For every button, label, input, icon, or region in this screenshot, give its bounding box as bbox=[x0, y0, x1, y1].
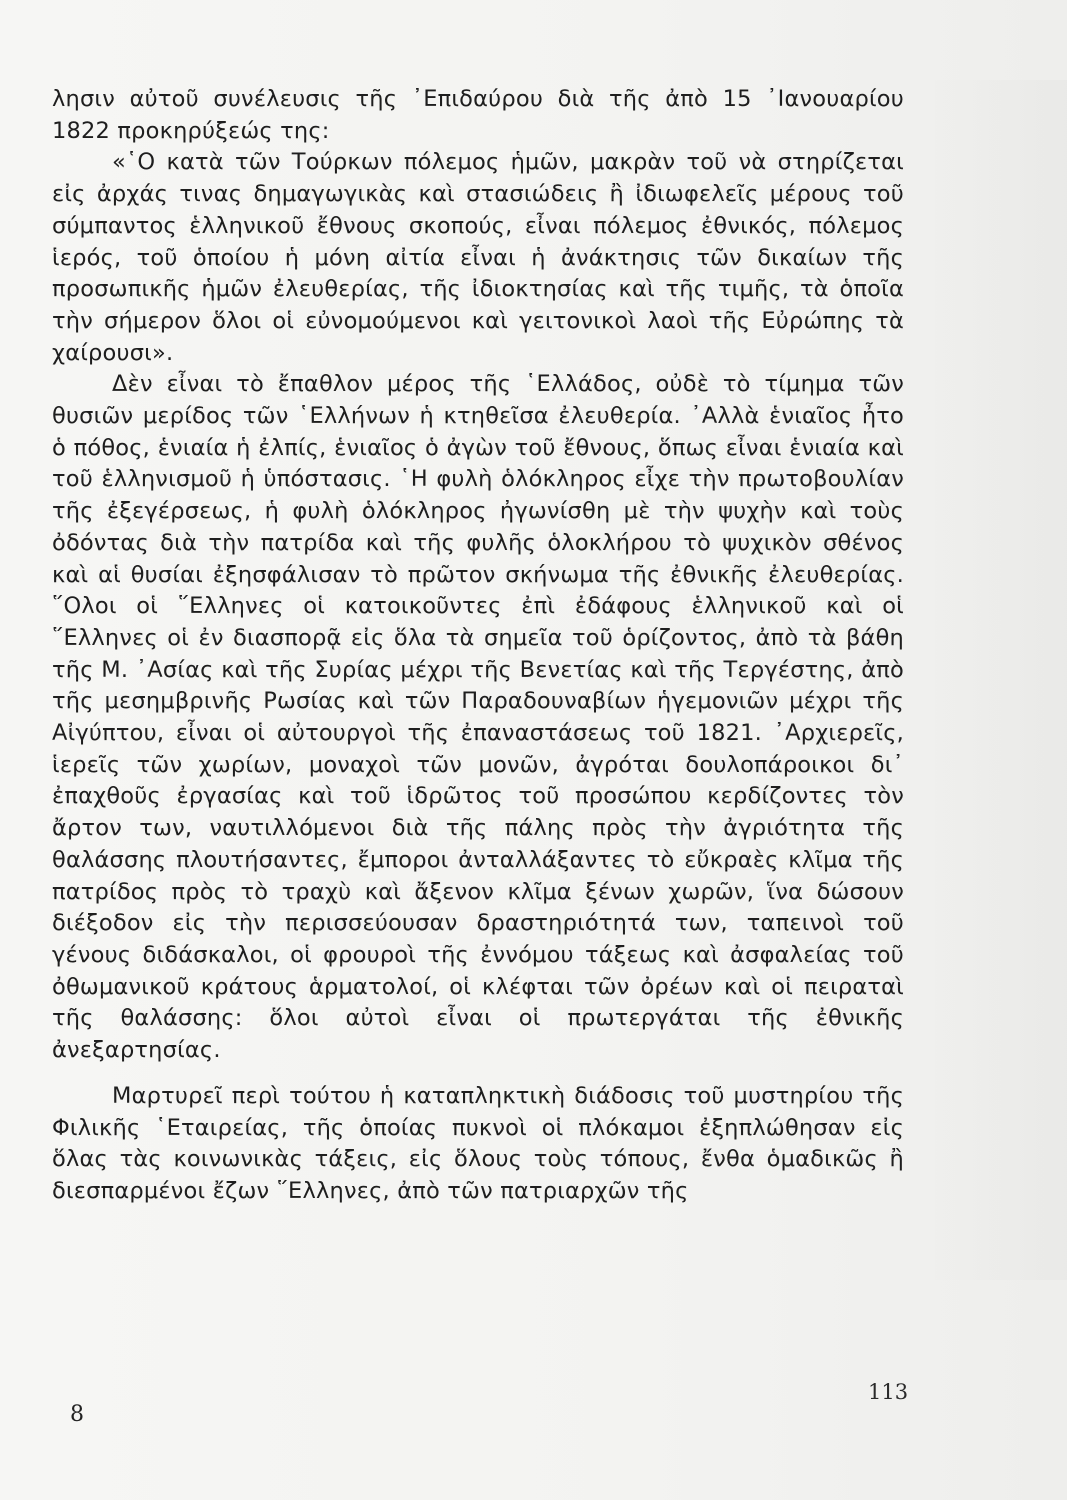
signature-mark: 8 bbox=[70, 1402, 84, 1427]
paragraph-continuation: λησιν αὐτοῦ συνέλευσις τῆς ᾿Επιδαύρου διὰ τῆς ἀπὸ 15 ᾿Ιανουαρίου 1822 προκηρύξεώς της: bbox=[52, 86, 904, 144]
show-through-shadow bbox=[927, 80, 1067, 1280]
paragraph-final: Μαρτυρεῖ περὶ τούτου ἡ καταπληκτικὴ διάδοσις τοῦ μυστηρίου τῆς Φιλικῆς ῾Εταιρείας, τῆς ὁποίας πυκνοὶ οἱ πλόκαμοι ἐξηπλώθησαν εἰς ὅλας τὰς κοινωνικὰς τάξεις, εἰς ὅλους τοὺς τόπους, ἔνθα ὁμαδικῶς ἢ διεσπαρμένοι ἔζων ῞Ελληνες, ἀπὸ τῶν πατριαρχῶν τῆς bbox=[52, 1082, 904, 1204]
body-text bbox=[52, 84, 904, 1208]
paragraph-main: Δὲν εἶναι τὸ ἔπαθλον μέρος τῆς ῾Ελλάδος, οὐδὲ τὸ τίμημα τῶν θυσιῶν μερίδος τῶν ῾Ελλήνων ἡ κτηθεῖσα ἐλευθερία. ᾿Αλλὰ ἑνιαῖος ἦτο ὁ πόθος, ἑνιαία ἡ ἐλπίς, ἑνιαῖος ὁ ἀγὼν τοῦ ἔθνους, ὅπως εἶναι ἑνιαία καὶ τοῦ ἑλληνισμοῦ ἡ ὑπόστασις. ῾Η φυλὴ ὁλόκληρος εἶχε τὴν πρωτοβουλίαν τῆς ἐξεγέρσεως, ἡ φυλὴ ὁλόκληρος ἠγωνίσθη μὲ τὴν ψυχὴν καὶ τοὺς ὀδόντας διὰ τὴν πατρίδα καὶ τῆς φυλῆς ὁλοκλήρου τὸ ψυχικὸν σθένος καὶ αἱ θυσίαι ἐξησφάλισαν τὸ πρῶτον σκήνωμα τῆς ἐθνικῆς ἐλευθερίας. ῞Ολοι οἱ ῞Ελληνες οἱ κατοικοῦντες ἐπὶ ἐδάφους ἑλληνικοῦ καὶ οἱ ῞Ελληνες οἱ ἐν διασπορᾷ εἰς ὅλα τὰ σημεῖα τοῦ ὁρίζοντος, ἀπὸ τὰ βάθη τῆς Μ. ᾿Ασίας καὶ τῆς Συρίας μέχρι τῆς Βενετίας καὶ τῆς Τεργέστης, ἀπὸ τῆς μεσημβρινῆς Ρωσίας καὶ τῶν Παραδουναβίων ἡγεμονιῶν μέχρι τῆς Αἰγύπτου, εἶναι οἱ αὐτουργοὶ τῆς ἐπαναστάσεως τοῦ 1821. ᾿Αρχιερεῖς, ἱερεῖς τῶν χωρίων, μοναχοὶ τῶν μονῶν, ἀγρόται δουλοπάροικοι δι᾿ ἐπαχθοῦς ἐργασίας καὶ τοῦ ἱδρῶτος τοῦ προσώπου κερδίζοντες τὸν ἄρτον των, ναυτιλλόμενοι διὰ τῆς πάλης πρὸς τὴν ἀγριότητα τῆς θαλάσσης πλουτήσαντες, ἔμποροι ἀνταλλάξαντες τὸ εὔκραὲς κλῖμα τῆς πατρίδος πρὸς τὸ τραχὺ καὶ ἄξενον κλῖμα ξένων χωρῶν, ἵνα δώσουν διέξοδον εἰς τὴν περισσεύουσαν δραστηριότητά των, ταπεινοὶ τοῦ γένους διδάσκαλοι, οἱ φρουροὶ τῆς ἐννόμου τάξεως καὶ ἀσφαλείας τοῦ ὀθωμανικοῦ κράτους ἁρματολοί, οἱ κλέφται τῶν ὀρέων καὶ οἱ πειραταὶ τῆς θαλάσσης: ὅλοι αὐτοὶ εἶναι οἱ πρωτεργάται τῆς ἐθνικῆς ἀνεξαρτησίας. bbox=[52, 371, 904, 1064]
paragraph-quotation: «῾Ο κατὰ τῶν Τούρκων πόλεμος ἡμῶν, μακρὰν τοῦ νὰ στηρίζεται εἰς ἀρχάς τινας δημαγωγικὰς καὶ στασιώδεις ἢ ἰδιωφελεῖς μέρους τοῦ σύμπαντος ἑλληνικοῦ ἔθνους σκοπούς, εἶναι πόλεμος ἐθνικός, πόλεμος ἱερός, τοῦ ὁποίου ἡ μόνη αἰτία εἶναι ἡ ἀνάκτησις τῶν δικαίων τῆς προσωπικῆς ἡμῶν ἐλευθερίας, τῆς ἰδιοκτησίας καὶ τῆς τιμῆς, τὰ ὁποῖα τὴν σήμερον ὅλοι οἱ εὐνομούμενοι καὶ γειτονικοὶ λαοὶ τῆς Εὐρώπης τὰ χαίρουσι». bbox=[52, 149, 904, 366]
page-number: 113 bbox=[868, 1380, 909, 1404]
